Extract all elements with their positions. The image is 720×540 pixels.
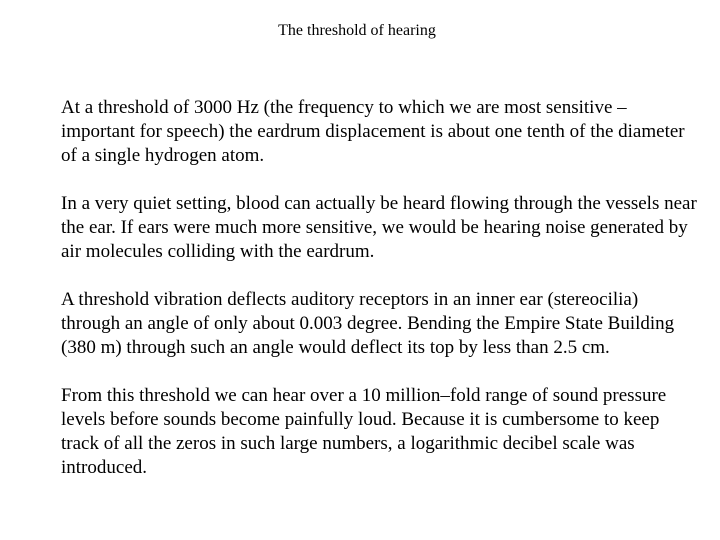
paragraph-decibel-scale: From this threshold we can hear over a 10 million–fold range of sound pressure levels before sounds become painfully loud. Because it is cumbersome to keep track of all the zeros in such large numbers, a logarithmic decibel scale was introduced.: [61, 385, 667, 478]
slide-body: [61, 96, 701, 504]
paragraph-blood-flow: In a very quiet setting, blood can actually be heard flowing through the vessels near the ear. If ears were much more sensitive, we would be hearing noise generated by air molecules colliding with the eardrum.: [61, 193, 697, 262]
slide-title: The threshold of hearing: [278, 22, 436, 39]
paragraph-stereocilia-deflection: A threshold vibration deflects auditory receptors in an inner ear (stereocilia) through an angle of only about 0.003 degree. Bending the Empire State Building (380 m) through such an angle would deflect its top by less than 2.5 cm.: [61, 289, 675, 358]
paragraph-eardrum-displacement: At a threshold of 3000 Hz (the frequency to which we are most sensitive – important for speech) the eardrum displacement is about one tenth of the diameter of a single hydrogen atom.: [61, 97, 685, 166]
